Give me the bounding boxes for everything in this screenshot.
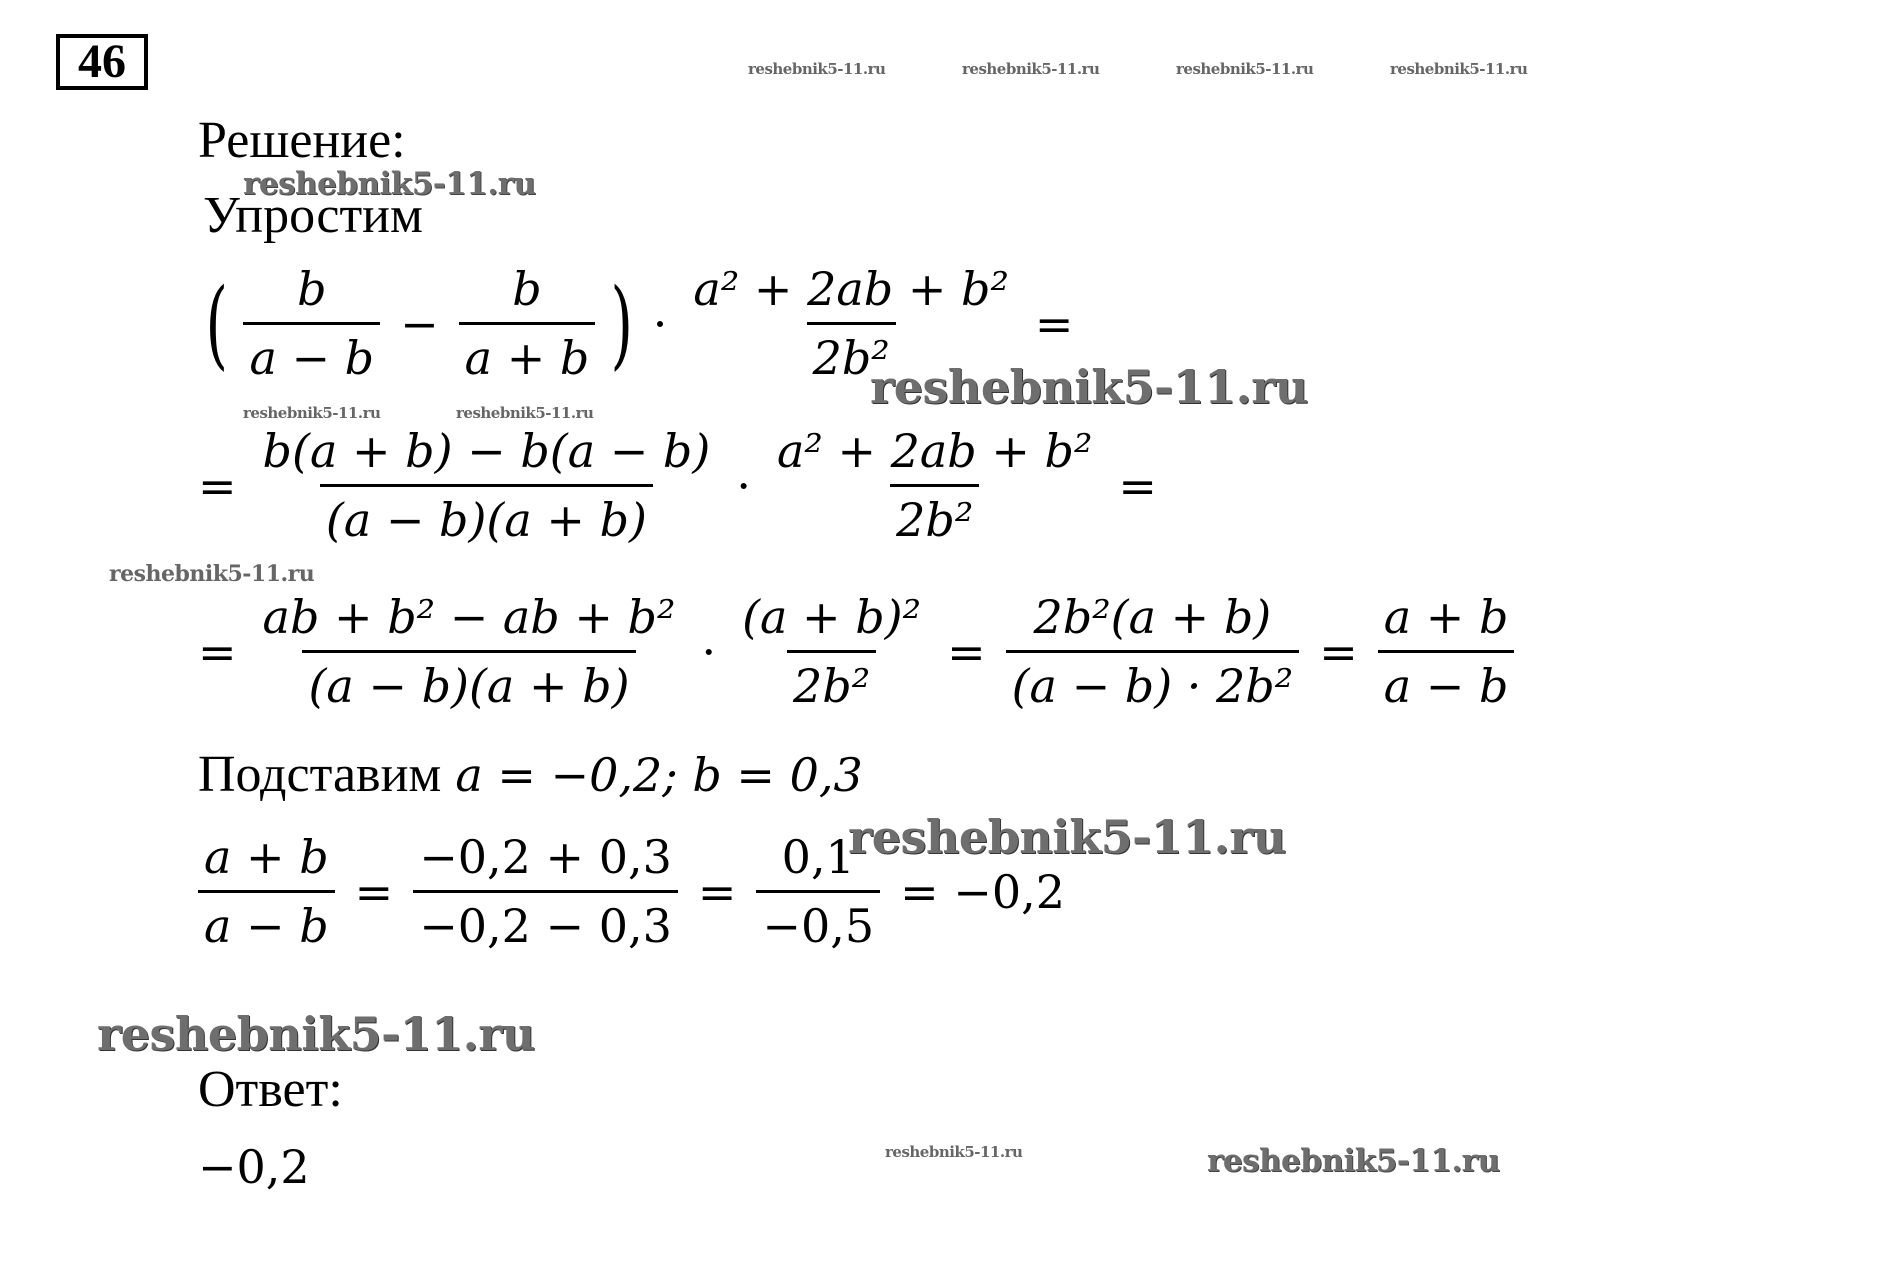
denominator: −0,5 xyxy=(756,890,880,953)
denominator: −0,2 − 0,3 xyxy=(413,890,678,953)
open-paren: ( xyxy=(205,267,228,380)
multiply-dot: · xyxy=(736,458,751,513)
multiply-dot: · xyxy=(652,296,668,351)
watermark: reshebnik5-11.ru xyxy=(748,60,886,78)
equals-sign: = xyxy=(198,624,237,679)
fraction xyxy=(459,262,596,385)
equals-sign: = xyxy=(1118,458,1157,513)
numerator: 0,1 xyxy=(781,830,855,884)
result: = −0,2 xyxy=(900,864,1065,919)
denominator: (a − b)(a + b) xyxy=(320,484,653,547)
equals-sign: = xyxy=(697,864,737,919)
denominator: a + b xyxy=(459,322,596,385)
fraction xyxy=(736,590,927,713)
equals-sign: = xyxy=(1034,296,1074,351)
calculation-line xyxy=(190,830,1077,953)
denominator: a − b xyxy=(198,890,335,953)
watermark: reshebnik5-11.ru xyxy=(109,561,315,587)
watermark: reshebnik5-11.ru xyxy=(1390,60,1528,78)
equals-sign: = xyxy=(198,458,237,513)
fraction xyxy=(1006,590,1300,713)
close-paren: ) xyxy=(610,267,634,380)
fraction xyxy=(243,262,380,385)
expression-line-3 xyxy=(198,590,1522,713)
fraction xyxy=(771,424,1098,547)
denominator: a − b xyxy=(243,322,380,385)
watermark: reshebnik5-11.ru xyxy=(848,810,1286,864)
denominator: (a − b)(a + b) xyxy=(302,650,635,713)
fraction xyxy=(687,262,1014,385)
multiply-dot: · xyxy=(701,624,717,679)
numerator: a + b xyxy=(204,830,329,884)
numerator: −0,2 + 0,3 xyxy=(419,830,672,884)
answer-label: Ответ: xyxy=(198,1061,343,1118)
equals-sign: = xyxy=(947,624,986,679)
substitute-label: Подставим xyxy=(198,746,442,803)
fraction xyxy=(413,830,678,953)
numerator: a + b xyxy=(1383,590,1509,644)
fraction xyxy=(257,590,682,713)
fraction xyxy=(257,424,717,547)
expression-line-2 xyxy=(198,424,1169,547)
simplify-label: Упростим xyxy=(203,187,423,244)
watermark: reshebnik5-11.ru xyxy=(97,1007,535,1061)
watermark: reshebnik5-11.ru xyxy=(1207,1143,1500,1179)
denominator: 2b² xyxy=(807,322,896,385)
numerator: ab + b² − ab + b² xyxy=(262,590,676,644)
watermark: reshebnik5-11.ru xyxy=(962,60,1100,78)
substitution-values: a = −0,2; b = 0,3 xyxy=(455,748,863,802)
numerator: a² + 2ab + b² xyxy=(776,424,1093,478)
watermark: reshebnik5-11.ru xyxy=(456,404,594,422)
watermark: reshebnik5-11.ru xyxy=(870,360,1308,414)
fraction xyxy=(756,830,880,953)
fraction xyxy=(198,830,335,953)
watermark: reshebnik5-11.ru xyxy=(1176,60,1314,78)
numerator: 2b²(a + b) xyxy=(1033,590,1272,644)
substitution-line xyxy=(198,748,863,802)
denominator: 2b² xyxy=(787,650,876,713)
numerator: (a + b)² xyxy=(742,590,922,644)
watermark: reshebnik5-11.ru xyxy=(243,166,536,202)
fraction xyxy=(1378,590,1515,713)
equals-sign: = xyxy=(354,864,394,919)
numerator: a² + 2ab + b² xyxy=(693,262,1009,316)
expression-line-1 xyxy=(198,262,1085,385)
denominator: (a − b) · 2b² xyxy=(1006,650,1300,713)
problem-number: 46 xyxy=(56,34,148,90)
denominator: 2b² xyxy=(890,484,979,547)
solution-label: Решение: xyxy=(198,112,406,169)
numerator: b(a + b) − b(a − b) xyxy=(262,424,711,478)
watermark: reshebnik5-11.ru xyxy=(243,404,381,422)
numerator: b xyxy=(297,262,327,316)
minus-sign: − xyxy=(400,296,439,351)
equals-sign: = xyxy=(1319,624,1358,679)
denominator: a − b xyxy=(1378,650,1515,713)
watermark: reshebnik5-11.ru xyxy=(885,1143,1023,1161)
numerator: b xyxy=(512,262,542,316)
answer-value: −0,2 xyxy=(198,1140,310,1194)
